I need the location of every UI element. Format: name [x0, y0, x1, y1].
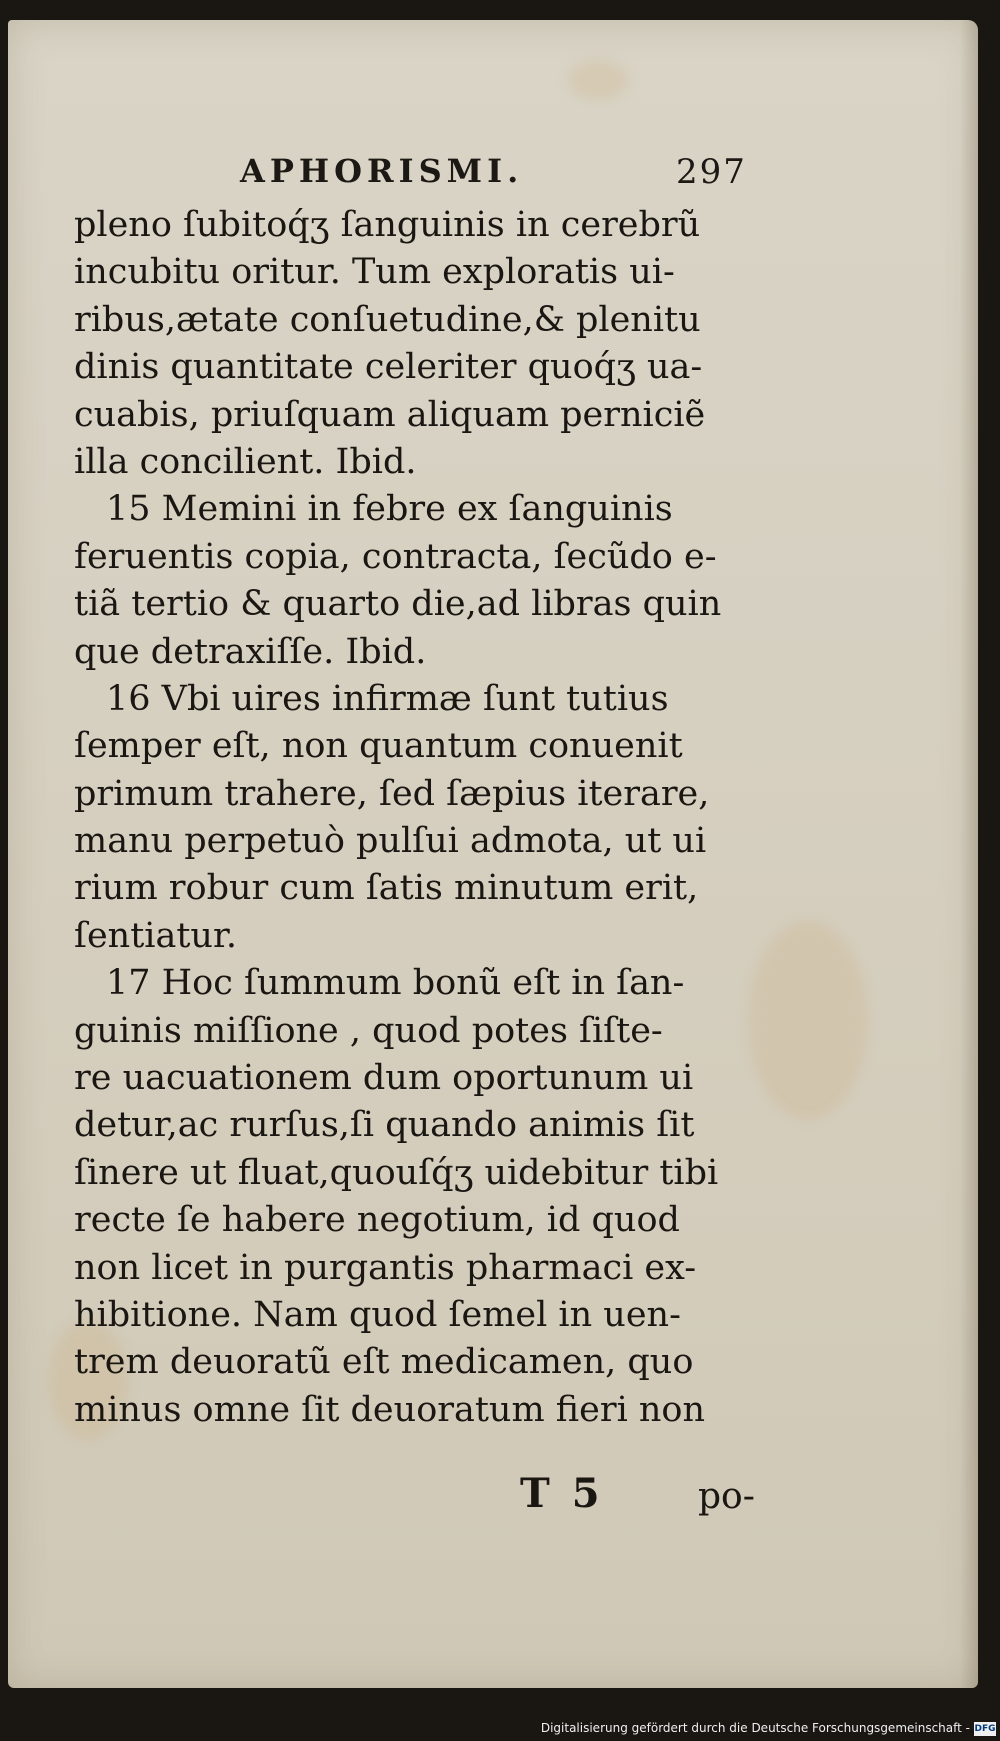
text-line: detur,ac rurſus,ſi quando animis ſit: [74, 1105, 695, 1146]
aphorism-start-line: 17 Hoc ſummum bonũ eſt in ſan-: [106, 963, 685, 1004]
signature-mark: T 5: [520, 1470, 604, 1517]
book-page: [8, 20, 978, 1688]
running-title: APHORISMI.: [240, 152, 524, 190]
page-number: 297: [676, 152, 747, 192]
text-line: tiã tertio & quarto die,ad libras quin: [74, 584, 722, 625]
text-line: hibitione. Nam quod ſemel in uen-: [74, 1294, 681, 1335]
text-line: ſentiatur.: [74, 915, 237, 956]
text-line: feruentis copia, contracta, ſecũdo e-: [74, 536, 717, 577]
page-footer: [8, 1468, 978, 1528]
text-line: illa concilient. Ibid.: [74, 441, 417, 482]
text-line: dinis quantitate celeriter quoq́ʒ ua-: [74, 347, 703, 388]
credit-bar: [0, 1718, 1000, 1741]
page-edge-shadow: [960, 20, 978, 1688]
text-line: que detraxiſſe. Ibid.: [74, 631, 427, 672]
aphorism-start-line: 16 Vbi uires infirmæ ſunt tutius: [106, 678, 669, 719]
text-line: ribus,ætate conſuetudine,& plenitu: [74, 299, 701, 340]
text-line: primum trahere, ſed ſæpius iterare,: [74, 773, 710, 814]
credit-text: Digitalisierung gefördert durch die Deutsche Forschungsgemeinschaft -: [540, 1721, 970, 1735]
text-line: incubitu oritur. Tum exploratis ui-: [74, 252, 675, 293]
text-line: trem deuoratũ eſt medicamen, quo: [74, 1342, 694, 1383]
text-line: cuabis, priuſquam aliquam perniciẽ: [74, 394, 706, 435]
body-text: [74, 202, 774, 1434]
text-line: ſinere ut fluat,quouſq́ʒ uidebitur tibi: [74, 1152, 719, 1193]
page-header: [8, 148, 978, 198]
text-line: rium robur cum ſatis minutum erit,: [74, 868, 699, 909]
text-line: guinis miſſione , quod potes ſiſte-: [74, 1010, 663, 1051]
dfg-logo-icon: DFG: [974, 1724, 996, 1734]
text-line: pleno ſubitoq́ʒ ſanguinis in cerebrũ: [74, 205, 701, 245]
catchword: po-: [698, 1476, 755, 1517]
text-line: minus omne ſit deuoratum fieri non: [74, 1389, 706, 1430]
text-line: non licet in purgantis pharmaci ex-: [74, 1247, 697, 1288]
foxing-stain: [568, 60, 628, 100]
text-line: ſemper eſt, non quantum conuenit: [74, 726, 683, 767]
text-line: re uacuationem dum oportunum ui: [74, 1058, 694, 1099]
aphorism-start-line: 15 Memini in febre ex ſanguinis: [106, 489, 673, 530]
text-line: recte ſe habere negotium, id quod: [74, 1200, 680, 1241]
text-line: manu perpetuò pulſui admota, ut ui: [74, 821, 707, 862]
